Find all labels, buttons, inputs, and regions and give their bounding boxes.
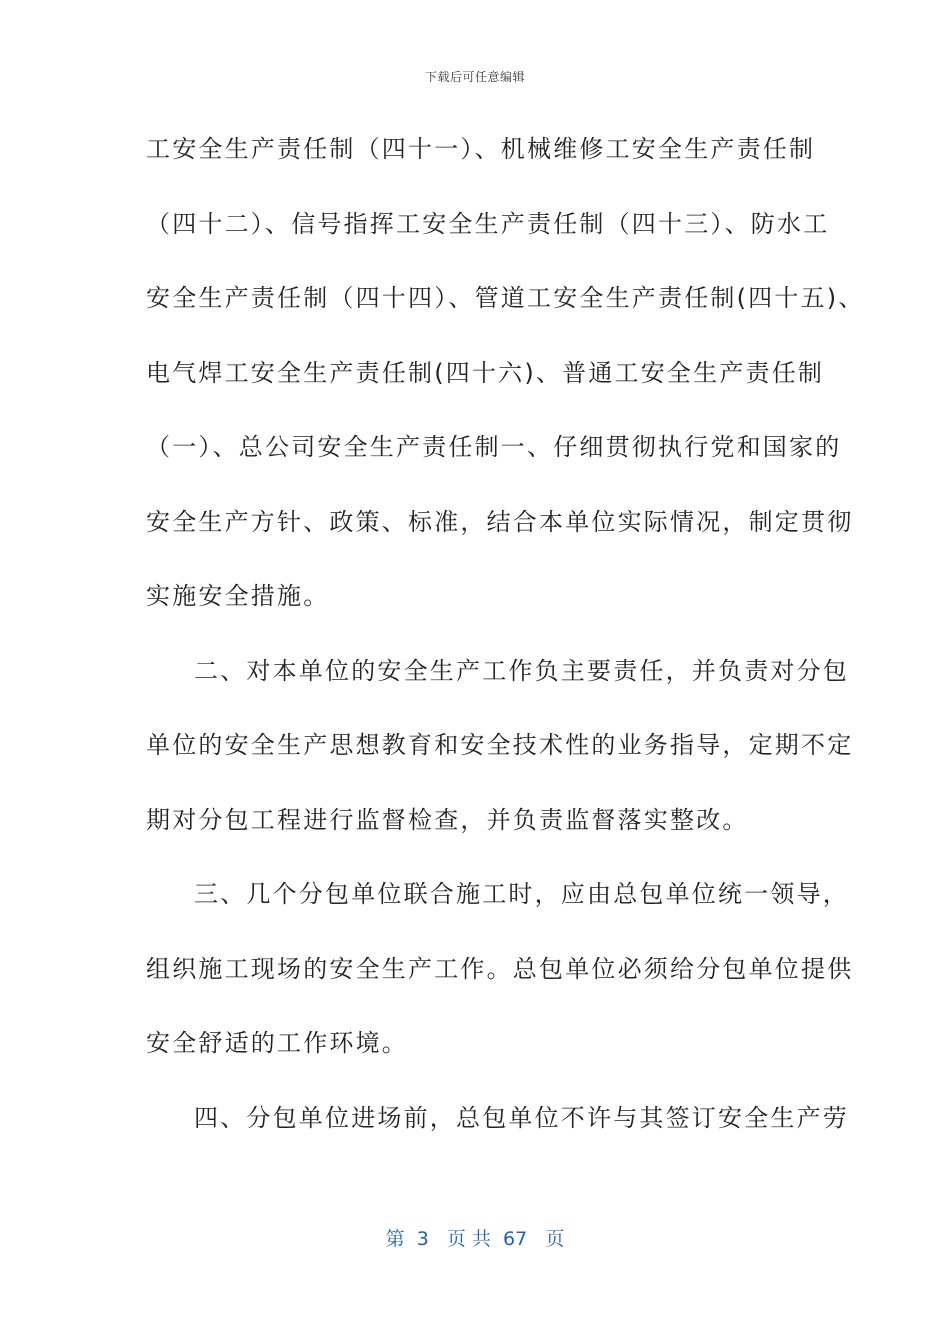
body-line: 安全生产责任制（四十四）、管道工安全生产责任制(四十五)、 xyxy=(146,284,865,312)
document-body xyxy=(146,112,865,1155)
body-line: 安全生产方针、政策、标准，结合本单位实际情况，制定贯彻 xyxy=(146,507,854,536)
paragraph-start-line: 四、分包单位进场前，总包单位不许与其签订安全生产劳 xyxy=(194,1103,849,1132)
body-line: （四十二）、信号指挥工安全生产责任制（四十三）、防水工 xyxy=(146,209,830,238)
header-note: 下载后可任意编辑 xyxy=(424,70,525,84)
body-line: 组织施工现场的安全生产工作。总包单位必须给分包单位提供 xyxy=(146,954,854,983)
body-line: 实施安全措施。 xyxy=(146,582,330,610)
body-line: 单位的安全生产思想教育和安全技术性的业务指导，定期不定 xyxy=(146,731,854,759)
body-line: （一）、总公司安全生产责任制一、仔细贯彻执行党和国家的 xyxy=(146,433,842,461)
body-line: 电气焊工安全生产责任制(四十六)、普通工安全生产责任制 xyxy=(146,358,825,387)
body-line: 期对分包工程进行监督检查，并负责监督落实整改。 xyxy=(146,805,749,834)
page-number-footer: 第 3 页 共 67 页 xyxy=(385,1228,565,1250)
paragraph-start-line: 三、几个分包单位联合施工时，应由总包单位统一领导， xyxy=(194,880,849,908)
paragraph-start-line: 二、对本单位的安全生产工作负主要责任，并负责对分包 xyxy=(194,656,849,685)
body-line: 工安全生产责任制（四十一）、机械维修工安全生产责任制 xyxy=(146,135,816,163)
body-line: 安全舒适的工作环境。 xyxy=(146,1029,408,1057)
